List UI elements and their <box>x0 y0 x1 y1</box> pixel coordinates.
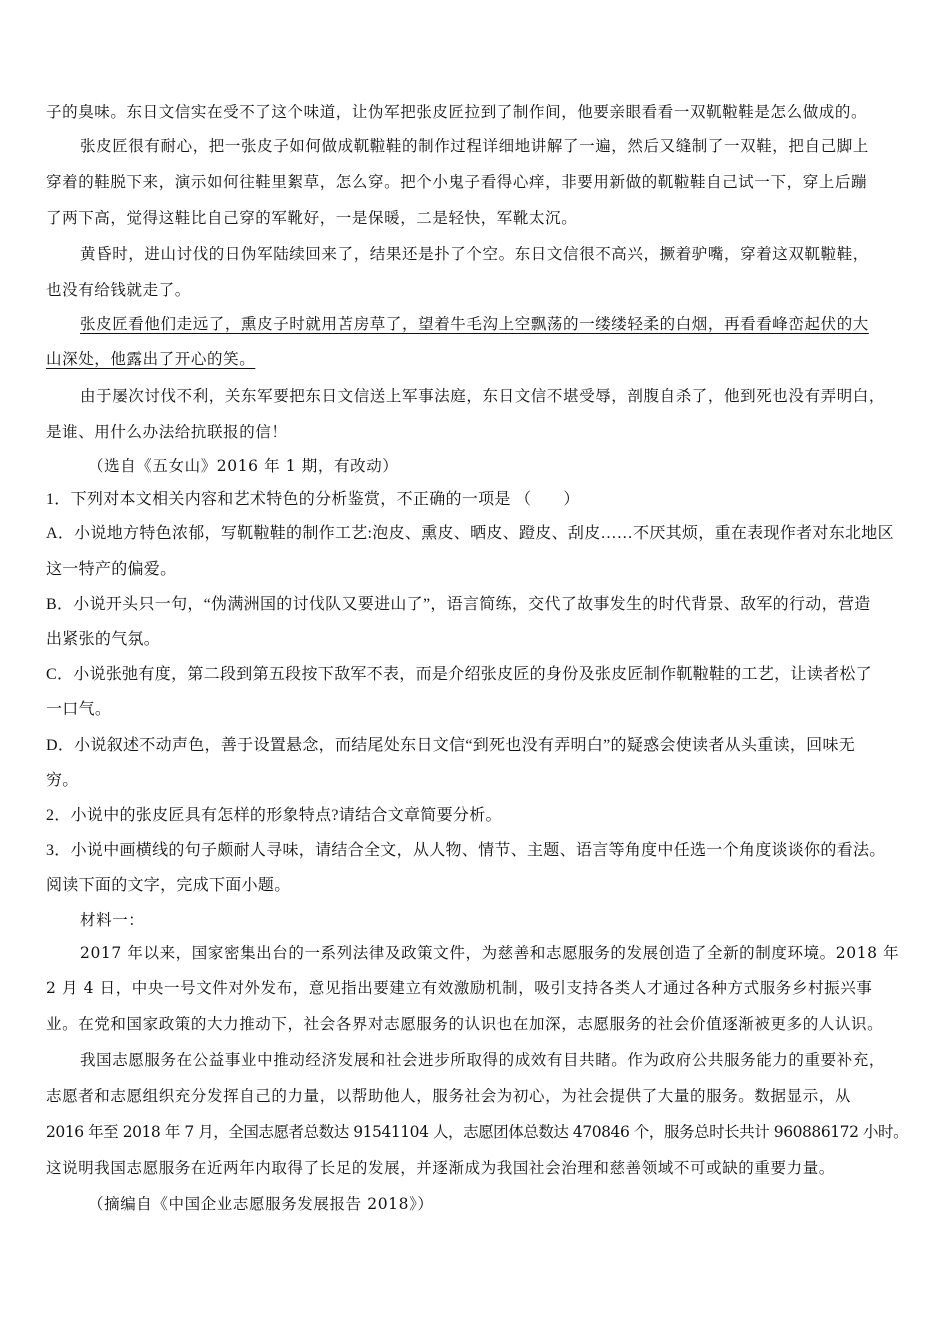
story-paragraph-line: 也没有给钱就走了。 <box>46 281 191 299</box>
option-b: B．小说开头只一句，“伪满洲国的讨伐队又要进山了”，语言简练，交代了故事发生的时代背景、敌军的行动，营造 <box>46 596 871 613</box>
underlined-sentence: 山深处，他露出了开心的笑。 <box>46 350 256 368</box>
material-paragraph-line: 这说明我国志愿服务在近两年内取得了长足的发展，并逐渐成为我国社会治理和慈善领域不可或缺的重要力量。 <box>46 1159 835 1177</box>
option-d: D．小说叙述不动声色，善于设置悬念，而结尾处东日文信“到死也没有弄明白”的疑惑会使读者从头重读，回味无 <box>46 737 856 754</box>
reading-instruction: 阅读下面的文字，完成下面小题。 <box>46 877 291 894</box>
question-2: 2．小说中的张皮匠具有怎样的形象特点?请结合文章简要分析。 <box>46 807 502 824</box>
story-paragraph-line: 由于屡次讨伐不利，关东军要把东日文信送上军事法庭，东日文信不堪受辱，剖腹自杀了，他到死也没有弄明白， <box>80 387 886 405</box>
story-source: （选自《五女山》2016 年 1 期，有改动） <box>88 457 399 475</box>
option-c-cont: 一口气。 <box>46 701 112 718</box>
story-paragraph-line: 子的臭味。东日文信实在受不了这个味道，让伪军把张皮匠拉到了制作间，他要亲眼看看一双靰鞡鞋是怎么做成的。 <box>46 103 868 121</box>
option-b-cont: 出紧张的气氛。 <box>46 631 161 648</box>
option-c: C．小说张弛有度，第二段到第五段按下敌军不表，而是介绍张皮匠的身份及张皮匠制作靰鞡鞋的工艺，让读者松了 <box>46 666 872 683</box>
option-a: A．小说地方特色浓郁，写靰鞡鞋的制作工艺:泡皮、熏皮、晒皮、蹬皮、刮皮……不厌其烦，重在表现作者对东北地区 <box>46 525 894 542</box>
underlined-sentence: 张皮匠看他们走远了，熏皮子时就用苫房草了，望着牛毛沟上空飘荡的一缕缕轻柔的白烟，再看看峰峦起伏的大 <box>80 315 869 333</box>
material-heading: 材料一： <box>80 911 145 929</box>
option-a-cont: 这一特产的偏爱。 <box>46 561 177 578</box>
story-paragraph-line: 张皮匠很有耐心，把一张皮子如何做成靰鞡鞋的制作过程详细地讲解了一遍，然后又缝制了一双鞋，把自己脚上 <box>80 137 869 155</box>
material-paragraph-line: 我国志愿服务在公益事业中推动经济发展和社会进步所取得的成效有目共睹。作为政府公共服务能力的重要补充， <box>80 1051 886 1069</box>
material-paragraph-line: 2 月 4 日，中央一号文件对外发布，意见指出要建立有效激励机制，吸引支持各类人才通过各种方式服务乡村振兴事 <box>46 979 873 997</box>
material-paragraph-line: 2017 年以来，国家密集出台的一系列法律及政策文件，为慈善和志愿服务的发展创造了全新的制度环境。2018 年 <box>80 944 900 962</box>
question-1-text: 1．下列对本文相关内容和艺术特色的分析鉴赏，不正确的一项是 <box>46 491 511 508</box>
answer-paren-open: （ <box>515 491 532 508</box>
option-d-cont: 穷。 <box>46 772 79 789</box>
story-paragraph-line: 穿着的鞋脱下来，演示如何往鞋里絮草，怎么穿。把个小鬼子看得心痒，非要用新做的靰鞡鞋自己试一下，穿上后蹦 <box>46 173 868 191</box>
material-paragraph-line: 志愿者和志愿组织充分发挥自己的力量，以帮助他人，服务社会为初心，为社会提供了大量的服务。数据显示，从 <box>46 1087 852 1105</box>
question-1-stem <box>46 490 580 510</box>
material-paragraph-line: 业。在党和国家政策的大力推动下，社会各界对志愿服务的认识也在加深，志愿服务的社会价值逐渐被更多的人认识。 <box>46 1015 884 1033</box>
story-paragraph-line: 黄昏时，进山讨伐的日伪军陆续回来了，结果还是扑了个空。东日文信很不高兴，撅着驴嘴，穿着这双靰鞡鞋， <box>80 245 869 263</box>
material-paragraph-line: 2016 年至 2018 年 7 月，全国志愿者总数达 91541104 人，志愿团体总数达 470846 个，服务总时长共计 960886172 小时。 <box>46 1123 909 1141</box>
story-paragraph-line: 了两下高，觉得这鞋比自己穿的军靴好，一是保暖，二是轻快，军靴太沉。 <box>46 209 578 227</box>
question-3: 3．小说中画横线的句子颇耐人寻味，请结合全文，从人物、情节、主题、语言等角度中任选一个角度谈谈你的看法。 <box>46 842 886 859</box>
material-source: （摘编自《中国企业志愿服务发展报告 2018》） <box>88 1195 434 1213</box>
story-paragraph-line: 是谁、用什么办法给抗联报的信！ <box>46 423 288 441</box>
answer-paren-close: ） <box>563 491 580 508</box>
